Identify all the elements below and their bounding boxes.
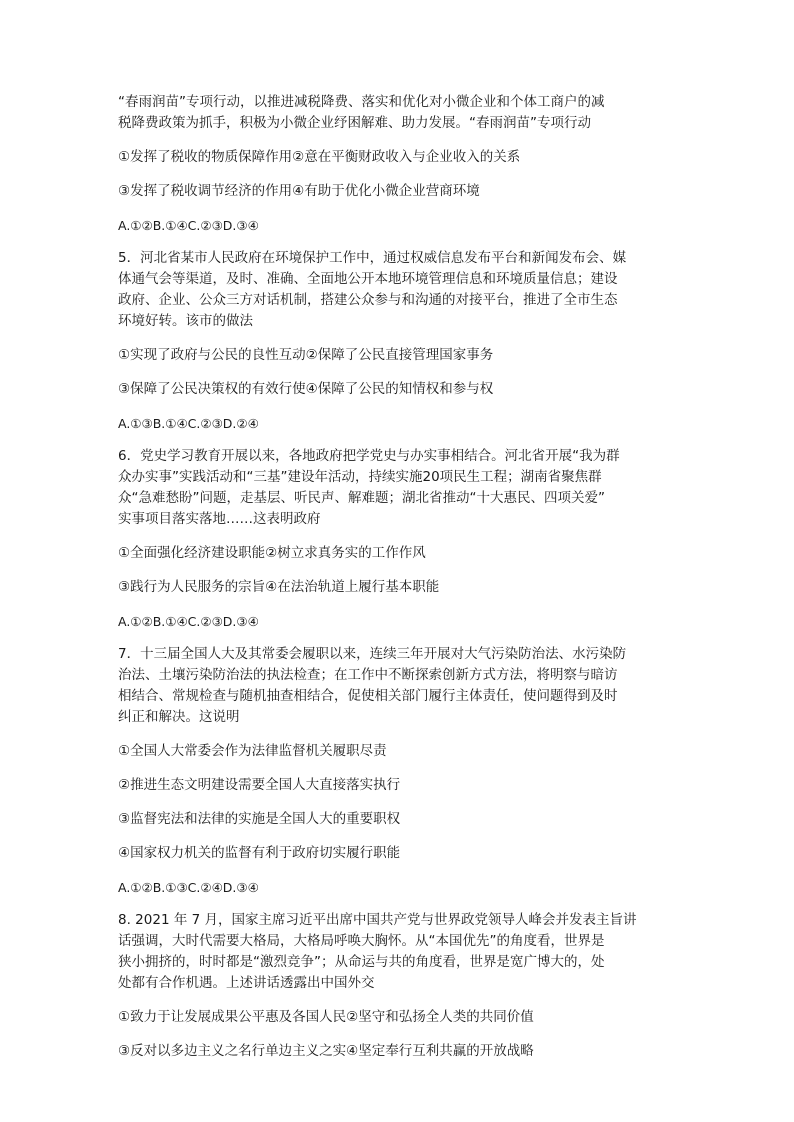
stem-line: 政府、企业、公众三方对话机制，搭建公众参与和沟通的对接平台，推进了全市生态 bbox=[118, 292, 618, 308]
stem-line: 6．党史学习教育开展以来，各地政府把学党史与办实事相结合。河北省开展“我为群 bbox=[118, 448, 620, 464]
option-line: ③保障了公民决策权的有效行使④保障了公民的知情权和参与权 bbox=[118, 381, 494, 397]
answer-choices: A.①③B.①④C.②③D.②④ bbox=[118, 416, 259, 431]
stem-line: 环境好转。该市的做法 bbox=[118, 313, 253, 329]
option-line: ③发挥了税收调节经济的作用④有助于优化小微企业营商环境 bbox=[118, 183, 480, 199]
option-line: ①全国人大常委会作为法律监督机关履职尽责 bbox=[118, 743, 387, 759]
question-7 bbox=[118, 644, 688, 898]
option-line: ③践行为人民服务的宗旨④在法治轨道上履行基本职能 bbox=[118, 579, 440, 595]
stem-line: 税降费政策为抓手，积极为小微企业纾困解难、助力发展。“春雨润苗”专项行动 bbox=[118, 115, 591, 131]
question-stem bbox=[118, 248, 688, 332]
question-5 bbox=[118, 248, 688, 434]
stem-line: 7．十三届全国人大及其常委会履职以来，连续三年开展对大气污染防治法、水污染防 bbox=[118, 646, 627, 662]
option-line: ④国家权力机关的监督有利于政府切实履行职能 bbox=[118, 845, 401, 861]
stem-line: 治法、土壤污染防治法的执法检查；在工作中不断探索创新方式方法，将明察与暗访 bbox=[118, 667, 618, 683]
option-line: ③监督宪法和法律的实施是全国人大的重要职权 bbox=[118, 811, 401, 827]
question-4 bbox=[118, 92, 688, 236]
question-6 bbox=[118, 446, 688, 632]
answer-choices: A.①②B.①③C.②④D.③④ bbox=[118, 880, 259, 895]
stem-line: 狭小拥挤的，时时都是“激烈竞争”；从命运与共的角度看，世界是宽广博大的，处 bbox=[118, 954, 605, 970]
option-line: ②推进生态文明建设需要全国人大直接落实执行 bbox=[118, 777, 401, 793]
stem-line: 体通气会等渠道，及时、准确、全面地公开本地环境管理信息和环境质量信息；建设 bbox=[118, 271, 618, 287]
exam-page bbox=[118, 92, 688, 1062]
question-stem bbox=[118, 92, 688, 134]
stem-line: 实事项目落实落地……这表明政府 bbox=[118, 511, 321, 527]
stem-line: 众“急难愁盼”问题，走基层、听民声、解难题；湖北省推动“十大惠民、四项关爱” bbox=[118, 490, 605, 506]
question-8 bbox=[118, 910, 688, 1062]
stem-line: 8. 2021 年 7 月，国家主席习近平出席中国共产党与世界政党领导人峰会并发表主旨讲 bbox=[118, 912, 637, 928]
stem-line: 5．河北省某市人民政府在环境保护工作中，通过权威信息发布平台和新闻发布会、媒 bbox=[118, 250, 627, 266]
stem-line: 相结合、常规检查与随机抽查相结合，促使相关部门履行主体责任，使问题得到及时 bbox=[118, 688, 618, 704]
stem-line: 众办实事”实践活动和“三基”建设年活动，持续实施20项民生工程；湖南省聚焦群 bbox=[118, 469, 602, 485]
option-line: ①发挥了税收的物质保障作用②意在平衡财政收入与企业收入的关系 bbox=[118, 149, 521, 165]
question-stem bbox=[118, 446, 688, 530]
stem-line: “春雨润苗”专项行动，以推进减税降费、落实和优化对小微企业和个体工商户的减 bbox=[118, 94, 605, 110]
stem-line: 纠正和解决。这说明 bbox=[118, 709, 240, 725]
option-line: ①全面强化经济建设职能②树立求真务实的工作作风 bbox=[118, 545, 426, 561]
answer-choices: A.①②B.①④C.②③D.③④ bbox=[118, 218, 259, 233]
option-line: ①实现了政府与公民的良性互动②保障了公民直接管理国家事务 bbox=[118, 347, 494, 363]
question-stem bbox=[118, 910, 688, 994]
answer-choices: A.①②B.①④C.②③D.③④ bbox=[118, 614, 259, 629]
option-line: ③反对以多边主义之名行单边主义之实④坚定奉行互利共赢的开放战略 bbox=[118, 1043, 534, 1059]
stem-line: 话强调，大时代需要大格局，大格局呼唤大胸怀。从“本国优先”的角度看，世界是 bbox=[118, 933, 605, 949]
option-line: ①致力于让发展成果公平惠及各国人民②坚守和弘扬全人类的共同价值 bbox=[118, 1009, 534, 1025]
question-stem bbox=[118, 644, 688, 728]
stem-line: 处都有合作机遇。上述讲话透露出中国外交 bbox=[118, 975, 375, 991]
